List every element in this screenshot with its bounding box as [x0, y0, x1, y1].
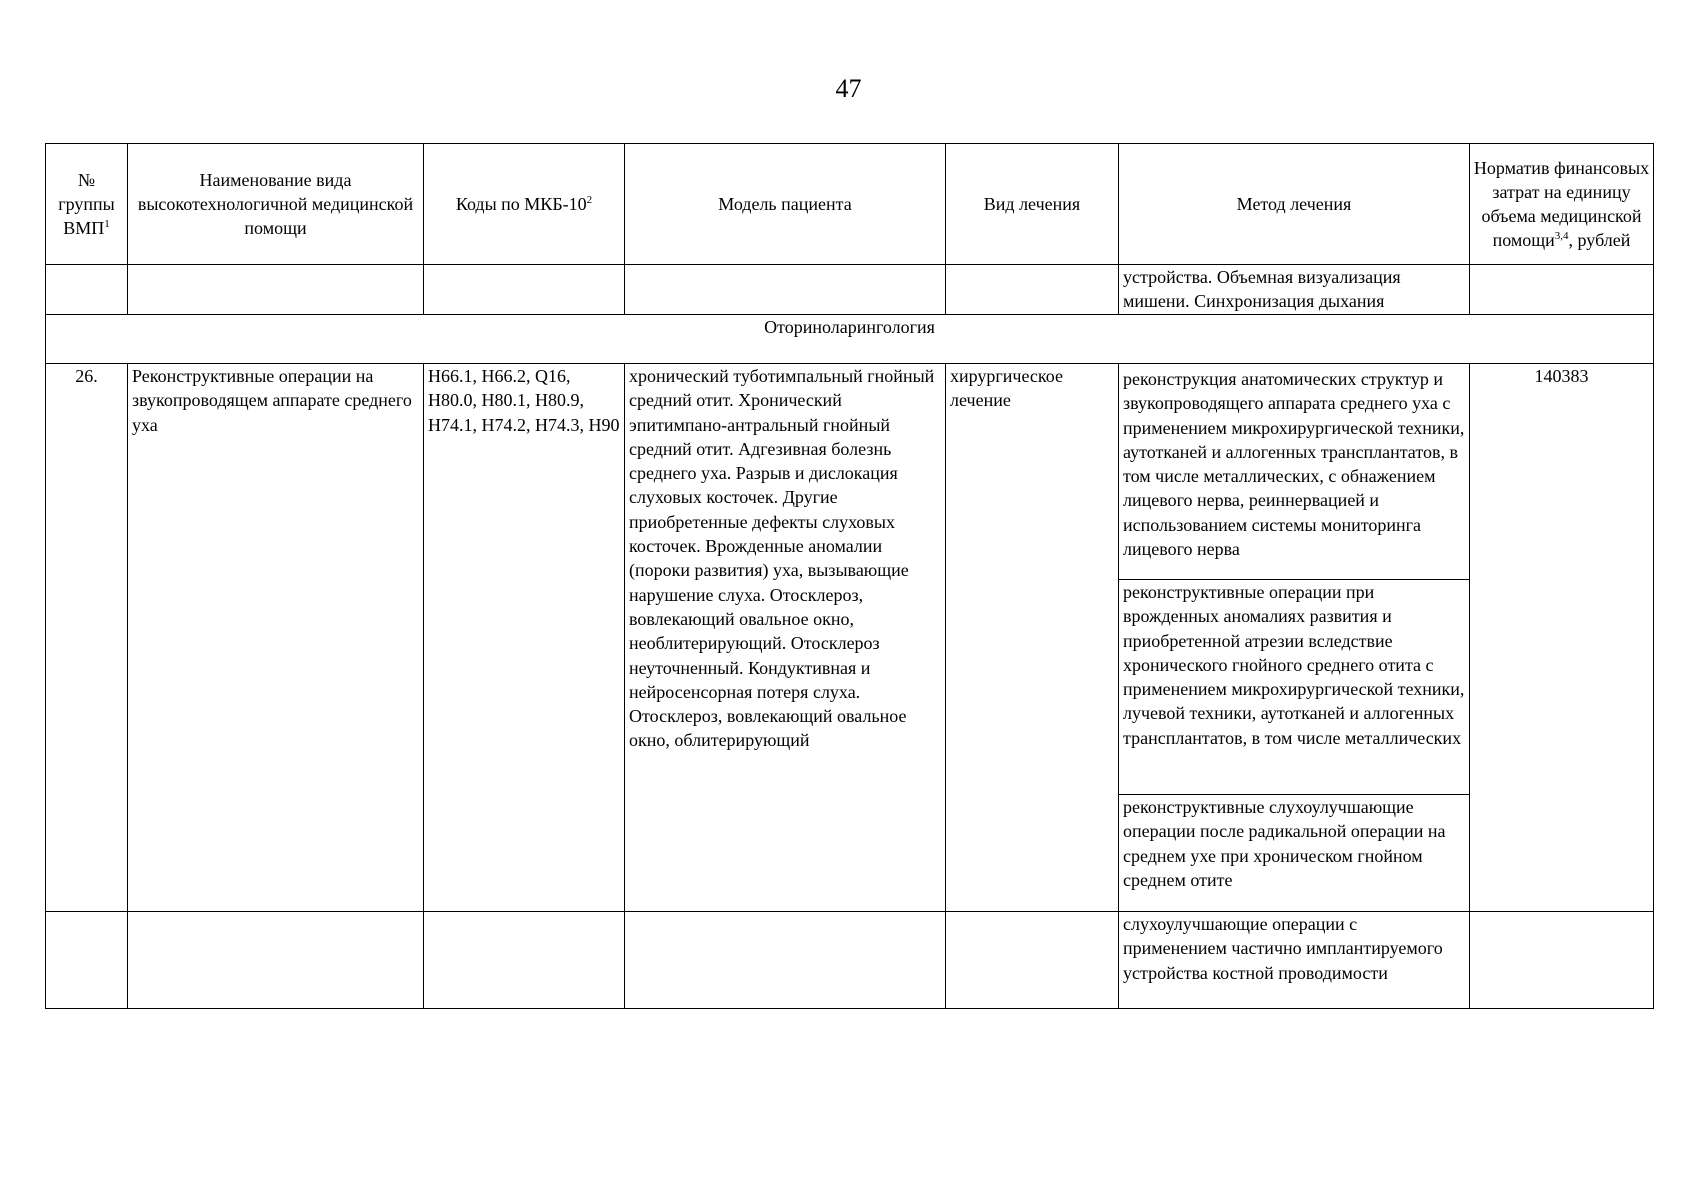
- cell-empty: [424, 912, 625, 1009]
- table-row-continuation-top: [46, 265, 1654, 315]
- cell-group-number: 26.: [46, 364, 128, 912]
- table-row-entry: [46, 364, 1654, 580]
- page-number: 47: [835, 74, 862, 103]
- cell-empty: [625, 912, 946, 1009]
- cell-empty: [1470, 265, 1654, 315]
- cell-empty: [1470, 912, 1654, 1009]
- header-model: Модель пациента: [625, 144, 946, 265]
- cell-care-name: Реконструктивные операции на звукопроводящем аппарате среднего уха: [128, 364, 424, 912]
- cell-method-3: реконструктивные слухоулучшающие операции после радикальной операции на среднем ухе при хроническом гнойном среднем отите: [1119, 795, 1470, 912]
- header-group: № группы ВМП$^1$: [46, 144, 128, 265]
- cell-norm: 140383: [1470, 364, 1654, 912]
- cell-icd-codes: H66.1, H66.2, Q16, H80.0, H80.1, H80.9, H74.1, H74.2, H74.3, H90: [424, 364, 625, 912]
- header-codes: Коды по МКБ-$10^2$: [424, 144, 625, 265]
- section-title: Оториноларингология: [46, 315, 1654, 364]
- header-name: Наименование вида высокотехнологичной медицинской помощи: [128, 144, 424, 265]
- cell-method-continuation: устройства. Объемная визуализация мишени. Синхронизация дыхания: [1119, 265, 1470, 315]
- cell-empty: [625, 265, 946, 315]
- header-treatment-type: Вид лечения: [946, 144, 1119, 265]
- section-row: [46, 315, 1654, 364]
- cell-empty: [128, 265, 424, 315]
- header-norm: Норматив финансовых затрат на единицу объема медицинской помощи$^{3,4}$, рублей: [1470, 144, 1654, 265]
- vmp-table: [45, 143, 1654, 1009]
- cell-method-continuation-bottom: слухоулучшающие операции с применением частично имплантируемого устройства костной проводимости: [1119, 912, 1470, 1009]
- cell-method-2: реконструктивные операции при врожденных аномалиях развития и приобретенной атрезии вследствие хронического гнойного среднего отита с применением микрохирургической техники, лучевой техники, аутотканей и аллогенных трансплантатов, в том числе металлических: [1119, 580, 1470, 795]
- cell-treatment-type: хирургическое лечение: [946, 364, 1119, 912]
- cell-empty: [46, 265, 128, 315]
- cell-empty: [128, 912, 424, 1009]
- cell-empty: [946, 265, 1119, 315]
- header-method: Метод лечения: [1119, 144, 1470, 265]
- table-header-row: [46, 144, 1654, 265]
- cell-patient-model: хронический туботимпальный гнойный средний отит. Хронический эпитимпано-антральный гнойный средний отит. Адгезивная болезнь среднего уха. Разрыв и дислокация слуховых косточек. Другие приобретенные дефекты слуховых косточек. Врожденные аномалии (пороки развития) уха, вызывающие нарушение слуха. Отосклероз, вовлекающий овальное окно, необлитерирующий. Отосклероз неуточненный. Кондуктивная и нейросенсорная потеря слуха. Отосклероз, вовлекающий овальное окно, облитерирующий: [625, 364, 946, 912]
- cell-empty: [424, 265, 625, 315]
- cell-empty: [946, 912, 1119, 1009]
- cell-empty: [46, 912, 128, 1009]
- cell-method-1: реконструкция анатомических структур и звукопроводящего аппарата среднего уха с применением микрохирургической техники, аутотканей и аллогенных трансплантатов, в том числе металлических, с обнажением лицевого нерва, реиннервацией и использованием системы мониторинга лицевого нерва: [1119, 364, 1470, 580]
- table-row-continuation-bottom: [46, 912, 1654, 1009]
